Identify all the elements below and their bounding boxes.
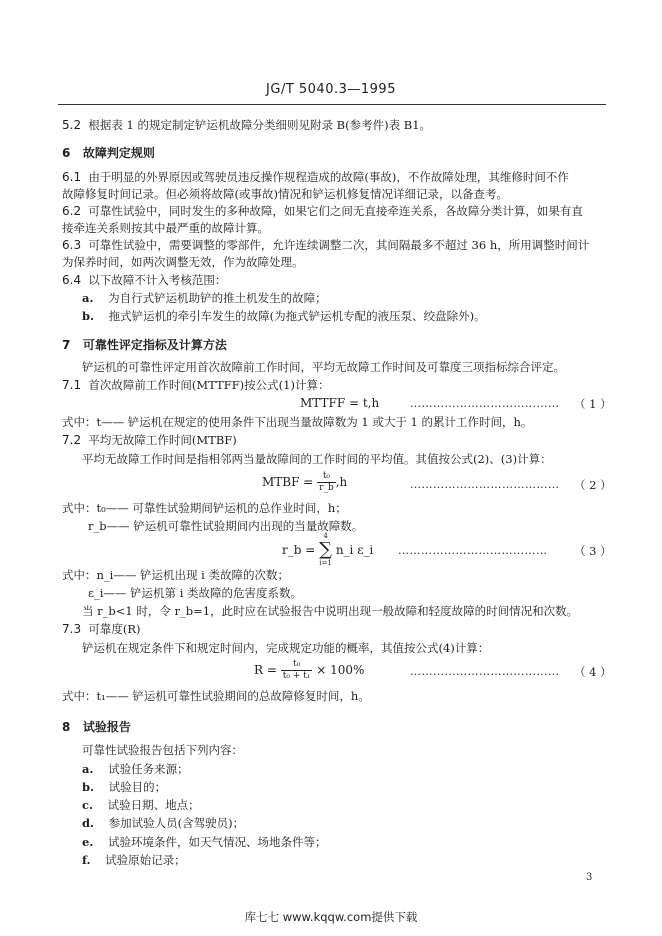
formula-2-where-1: 式中：t₀—— 可靠性试验期间铲运机的总作业时间，h； bbox=[62, 501, 347, 515]
clause-6-3-line1: 6.3 可靠性试验中，需要调整的零部件，允许连续调整二次，其间隔最多不超过 36 h，所用调整时间计 bbox=[62, 238, 590, 252]
summation-sign: 4 ∑ i=1 bbox=[319, 532, 332, 567]
clause-7-3: 7.3 可靠度(R) bbox=[62, 622, 141, 636]
formula-1: MTTFF = t,h bbox=[300, 396, 380, 410]
report-item-e: e. 试验环境条件，如天气情况、场地条件等； bbox=[82, 835, 327, 849]
clause-6-4-a: a. 为自行式铲运机助铲的推土机发生的故障； bbox=[82, 291, 327, 305]
section-8-intro: 可靠性试验报告包括下列内容： bbox=[82, 743, 243, 757]
clause-6-1-line2: 故障修复时间记录。但必须将故障(或事故)情况和铲运机修复情况详细记录，以备查考。 bbox=[62, 187, 508, 201]
equation-number-1: （ 1 ） bbox=[574, 397, 612, 411]
report-item-f: f. 试验原始记录； bbox=[82, 853, 186, 867]
standard-header: JG/T 5040.3—1995 bbox=[266, 82, 396, 97]
formula-3-where-2: ε_i—— 铲运机第 i 类故障的危害度系数。 bbox=[88, 586, 303, 600]
equation-number-3: （ 3 ） bbox=[574, 544, 612, 558]
formula-3-leader: ………………………………… bbox=[398, 544, 548, 557]
formula-4-leader: ………………………………… bbox=[410, 665, 560, 678]
formula-4: R = $\frac{\text{t₀}}{\text{t₀ + t₁}}$ × 100% bbox=[254, 659, 365, 681]
formula-2-leader: ………………………………… bbox=[410, 478, 560, 491]
report-item-c: c. 试验日期、地点； bbox=[82, 798, 200, 812]
header-rule bbox=[58, 104, 606, 105]
clause-6-3-line2: 为保养时间，如两次调整无效，作为故障处理。 bbox=[62, 255, 304, 269]
clause-7-1: 7.1 首次故障前工作时间(MTTFF)按公式(1)计算： bbox=[62, 378, 330, 392]
formula-4-fraction: $\frac{\text{t₀}}{\text{t₀ + t₁}}$ bbox=[282, 659, 311, 681]
report-item-a: a. 试验任务来源； bbox=[82, 762, 189, 776]
clause-7-2: 7.2 平均无故障工作时间(MTBF) bbox=[62, 433, 237, 447]
clause-6-4: 6.4 以下故障不计入考核范围： bbox=[62, 273, 227, 287]
clause-7-2-note: 当 r_b<1 时，令 r_b=1，此时应在试验报告中说明出现一般故障和轻度故障的时间情况和次数。 bbox=[82, 604, 579, 618]
formula-3-where-1: 式中：n_i—— 铲运机出现 i 类故障的次数； bbox=[62, 568, 289, 582]
clause-6-4-b: b. 拖式铲运机的牵引车发生的故障(为拖式铲运机专配的液压泵、绞盘除外)。 bbox=[82, 309, 486, 323]
page-number: 3 bbox=[586, 872, 593, 883]
report-item-b: b. 试验目的； bbox=[82, 780, 167, 794]
formula-3: r_b = 4 ∑ i=1 n_i ε_i bbox=[282, 532, 374, 567]
formula-2-where-2: r_b—— 铲运机可靠性试验期间内出现的当量故障数。 bbox=[88, 519, 364, 533]
section-7-intro: 铲运机的可靠性评定用首次故障前工作时间，平均无故障工作时间及可靠度三项指标综合评定。 bbox=[82, 360, 565, 374]
formula-1-leader: ………………………………… bbox=[410, 397, 560, 410]
equation-number-4: （ 4 ） bbox=[574, 665, 612, 679]
clause-6-1-line1: 6.1 由于明显的外界原因或驾驶员违反操作规程造成的故障(事故)，不作故障处理，其维修时间不作 bbox=[62, 170, 569, 184]
clause-6-2-line1: 6.2 可靠性试验中，同时发生的多种故障，如果它们之间无直接牵连关系，各故障分类计算，如果有直 bbox=[62, 204, 583, 218]
clause-5-2: 5.2 根据表 1 的规定制定铲运机故障分类细则见附录 B(参考件)表 B1。 bbox=[62, 118, 432, 132]
download-footer: 库七七 www.kqqw.com提供下载 bbox=[244, 910, 418, 924]
formula-4-where: 式中：t₁—— 铲运机可靠性试验期间的总故障修复时间，h。 bbox=[62, 689, 370, 703]
section-8-heading: 8 试验报告 bbox=[62, 720, 131, 734]
formula-2: MTBF = $\frac{\text{t₀}}{r\_b}$ ,h bbox=[262, 471, 348, 493]
section-6-heading: 6 故障判定规则 bbox=[62, 146, 155, 160]
equation-number-2: （ 2 ） bbox=[574, 478, 612, 492]
clause-6-2-line2: 接牵连关系则按其中最严重的故障计算。 bbox=[62, 221, 269, 235]
report-item-d: d. 参加试验人员(含驾驶员)； bbox=[82, 816, 245, 830]
formula-1-where: 式中：t—— 铲运机在规定的使用条件下出现当量故障数为 1 或大于 1 的累计工作时间，h。 bbox=[62, 415, 533, 429]
section-7-heading: 7 可靠性评定指标及计算方法 bbox=[62, 338, 227, 352]
clause-7-3-description: 铲运机在规定条件下和规定时间内，完成规定功能的概率，其值按公式(4)计算： bbox=[82, 641, 490, 655]
formula-2-fraction: $\frac{\text{t₀}}{r\_b}$ bbox=[319, 471, 334, 493]
clause-7-2-description: 平均无故障工作时间是指相邻两当量故障间的工作时间的平均值。其值按公式(2)、(3)计算： bbox=[82, 452, 552, 466]
